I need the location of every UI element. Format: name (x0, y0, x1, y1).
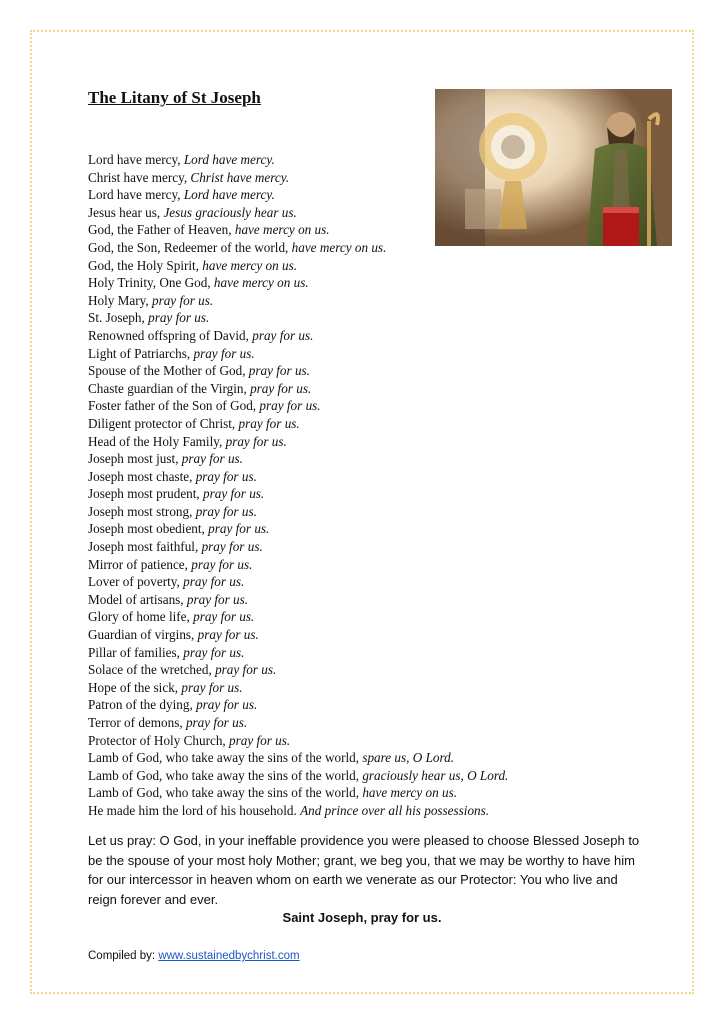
response-text: pray for us. (191, 556, 253, 572)
litany-line (88, 450, 688, 468)
litany-line (88, 696, 688, 714)
response-text: pray for us. (151, 292, 214, 308)
response-text: pray for us. (185, 715, 248, 730)
compiled-by-link[interactable]: www.sustainedbychrist.com (158, 950, 300, 962)
litany-line (88, 397, 688, 415)
litany-line (88, 345, 688, 363)
response-text: pray for us. (250, 380, 312, 396)
invocation-text: Diligent protector of Christ, (88, 415, 239, 431)
response-text: have mercy on us. (202, 257, 298, 273)
response-text: pray for us. (193, 609, 255, 625)
litany-line (88, 239, 688, 257)
litany-line (88, 309, 688, 327)
invocation-text: Pillar of families, (88, 644, 184, 660)
response-text: have mercy on us. (213, 275, 309, 291)
page-title: The Litany of St Joseph (88, 88, 261, 107)
litany-line (88, 538, 688, 556)
invocation-text: Terror of demons, (88, 715, 186, 730)
response-text: pray for us. (181, 679, 243, 695)
invocation-text: Foster father of the Son of God, (88, 398, 260, 414)
litany-line (88, 204, 688, 222)
final-invocation: Saint Joseph, pray for us. (282, 910, 442, 925)
litany-line (88, 767, 688, 785)
invocation-text: Holy Trinity, One God, (88, 275, 214, 291)
invocation-text: God, the Father of Heaven, (88, 222, 235, 238)
invocation-text: Model of artisans, (88, 591, 187, 607)
response-text: have mercy on us. (291, 239, 387, 255)
litany-line (88, 520, 688, 538)
litany-line (88, 362, 688, 380)
compiled-by (88, 950, 300, 962)
litany-line (88, 257, 688, 275)
response-text: pray for us. (183, 574, 245, 590)
response-text: pray for us. (195, 468, 257, 484)
litany-line (88, 556, 688, 574)
response-text: have mercy on us. (234, 222, 330, 238)
litany-line (88, 714, 688, 732)
response-text: pray for us. (215, 662, 277, 678)
compiled-by-label: Compiled by: (88, 950, 159, 962)
invocation-text: Chaste guardian of the Virgin, (88, 380, 251, 396)
invocation-text: Lamb of God, who take away the sins of the world, (88, 785, 363, 801)
invocation-text: Solace of the wretched, (88, 662, 216, 678)
response-text: pray for us. (238, 415, 300, 431)
invocation-text: Joseph most strong, (88, 503, 196, 519)
litany-line (88, 415, 688, 433)
litany-line (88, 661, 688, 679)
invocation-text: Lover of poverty, (88, 574, 184, 590)
response-text: pray for us. (229, 732, 291, 748)
litany-line (88, 433, 688, 451)
litany-line (88, 274, 688, 292)
response-text: have mercy on us. (362, 785, 458, 801)
invocation-text: Glory of home life, (88, 609, 194, 625)
response-text: pray for us. (193, 345, 255, 361)
response-text: pray for us. (225, 433, 287, 449)
litany-line (88, 186, 688, 204)
invocation-text: God, the Son, Redeemer of the world, (88, 239, 292, 255)
response-text: pray for us. (201, 539, 263, 555)
response-text: Lord have mercy. (183, 187, 275, 203)
response-text: pray for us. (195, 503, 257, 519)
invocation-text: Christ have mercy, (88, 169, 191, 185)
invocation-text: Joseph most faithful, (88, 539, 202, 555)
response-text: pray for us. (186, 591, 249, 607)
litany-line (88, 679, 688, 697)
litany-line (88, 485, 688, 503)
invocation-text: Spouse of the Mother of God, (88, 363, 249, 379)
litany-line (88, 608, 688, 626)
litany-line (88, 468, 688, 486)
invocation-text: Protector of Holy Church, (88, 732, 230, 748)
response-text: pray for us. (196, 697, 258, 713)
closing-prayer: Let us pray: O God, in your ineffable providence you were pleased to choose Blessed Joseph to be the spouse of your most holy Mother; grant, we beg you, that we may be worthy to have him for our intercessor in heaven whom on earth we venerate as our Protector: You who live and reign forever and ever. (88, 833, 640, 907)
litany-line (88, 327, 688, 345)
response-text: Lord have mercy. (183, 152, 275, 167)
invocation-text: He made him the lord of his household. (88, 802, 301, 818)
invocation-text: Lord have mercy, (88, 187, 184, 203)
litany-line (88, 784, 688, 802)
response-text: pray for us. (248, 363, 310, 379)
response-text: graciously hear us, O Lord. (362, 767, 509, 783)
litany-line (88, 644, 688, 662)
response-text: pray for us. (203, 486, 265, 502)
response-text: pray for us. (183, 644, 245, 660)
invocation-text: Renowned offspring of David, (88, 327, 253, 343)
litany-line (88, 749, 688, 767)
response-text: pray for us. (208, 521, 270, 537)
litany-list (88, 151, 688, 820)
litany-line (88, 591, 688, 609)
invocation-text: St. Joseph, (88, 310, 149, 326)
response-text: pray for us. (252, 327, 314, 343)
response-text: pray for us. (259, 398, 321, 414)
invocation-text: Holy Mary, (88, 292, 152, 308)
invocation-text: Lamb of God, who take away the sins of the world, (88, 767, 363, 783)
response-text: pray for us. (197, 627, 259, 643)
invocation-text: Patron of the dying, (88, 697, 197, 713)
litany-line (88, 151, 688, 169)
litany-line (88, 573, 688, 591)
response-text: And prince over all his possessions. (300, 802, 490, 818)
invocation-text: Guardian of virgins, (88, 627, 198, 643)
litany-line (88, 292, 688, 310)
invocation-text: Hope of the sick, (88, 679, 182, 695)
litany-line (88, 503, 688, 521)
invocation-text: Lord have mercy, (88, 152, 184, 167)
litany-line (88, 221, 688, 239)
invocation-text: Jesus hear us, (88, 204, 164, 220)
litany-line (88, 732, 688, 750)
invocation-text: Joseph most just, (88, 451, 182, 467)
invocation-text: Lamb of God, who take away the sins of the world, (88, 750, 363, 766)
invocation-text: Light of Patriarchs, (88, 345, 194, 361)
response-text: pray for us. (181, 451, 243, 467)
invocation-text: Joseph most chaste, (88, 468, 196, 484)
litany-line (88, 626, 688, 644)
invocation-text: Joseph most obedient, (88, 521, 209, 537)
response-text: spare us, O Lord. (362, 750, 455, 766)
response-text: Jesus graciously hear us. (163, 204, 297, 220)
litany-line (88, 802, 688, 820)
invocation-text: Head of the Holy Family, (88, 433, 226, 449)
response-text: Christ have mercy. (190, 169, 290, 185)
litany-line (88, 169, 688, 187)
invocation-text: God, the Holy Spirit, (88, 257, 203, 273)
response-text: pray for us. (148, 310, 210, 326)
invocation-text: Mirror of patience, (88, 556, 192, 572)
invocation-text: Joseph most prudent, (88, 486, 204, 502)
litany-line (88, 380, 688, 398)
